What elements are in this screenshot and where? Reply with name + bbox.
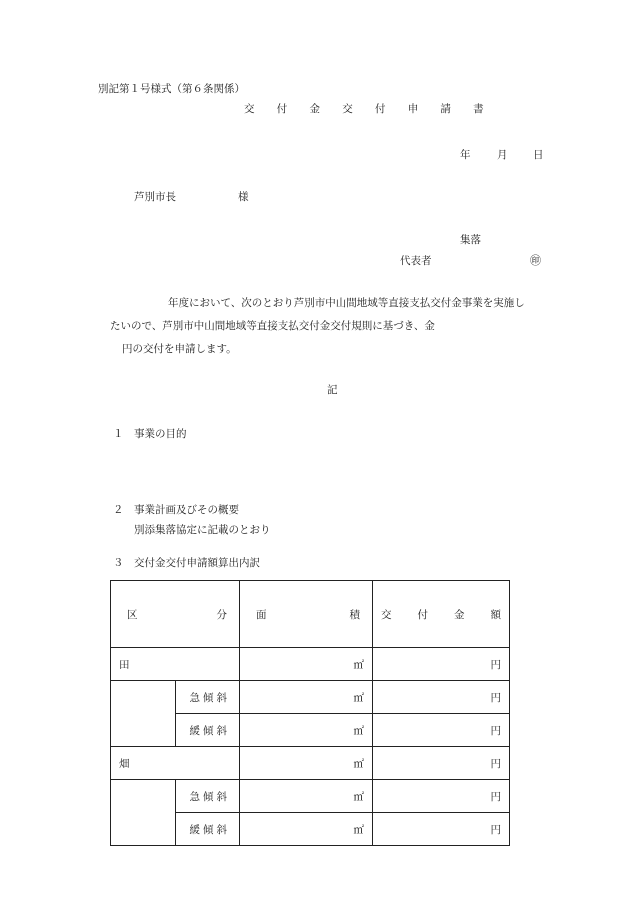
table-row-hata: [111, 747, 510, 780]
section-1-number: １: [113, 428, 124, 440]
row-label-gentle: 緩 傾 斜: [175, 714, 240, 747]
addressee-name: 芦別市長: [134, 191, 176, 203]
cell-area[interactable]: ㎡: [240, 747, 373, 780]
date-month: 月: [497, 149, 508, 161]
table-row-ta-steep: [111, 681, 510, 714]
applicant-group: 集落: [460, 234, 481, 246]
calculation-table: [110, 580, 510, 846]
header-area: 面 積: [240, 581, 373, 648]
cell-area[interactable]: ㎡: [240, 714, 373, 747]
section-2-title: 事業計画及びその概要: [134, 504, 239, 516]
addressee-honorific: 様: [238, 191, 249, 203]
section-2-note: 別添集落協定に記載のとおり: [134, 524, 271, 536]
table-row-ta: [111, 648, 510, 681]
row-label-steep: 急 傾 斜: [175, 681, 240, 714]
section-3-title: 交付金交付申請額算出内訳: [134, 557, 260, 569]
row-label-steep: 急 傾 斜: [175, 780, 240, 813]
section-2-number: ２: [113, 504, 124, 516]
cell-amount[interactable]: 円: [373, 747, 510, 780]
table-row-hata-steep: [111, 780, 510, 813]
seal-mark: ㊞: [530, 254, 541, 267]
section-1-title: 事業の目的: [134, 428, 187, 440]
date-year: 年: [460, 149, 471, 161]
header-kubun: 区 分: [111, 581, 240, 648]
cell-area[interactable]: ㎡: [240, 780, 373, 813]
body-line-3: 円の交付を申請します。: [122, 343, 237, 355]
representative-label: 代表者: [400, 255, 432, 267]
document-title: 交 付 金 交 付 申 請 書: [244, 103, 494, 115]
cell-amount[interactable]: 円: [373, 681, 510, 714]
row-label-ta: 田: [111, 648, 240, 681]
header-amount: 交 付 金 額: [373, 581, 510, 648]
cell-amount[interactable]: 円: [373, 648, 510, 681]
row-label-hata: 畑: [111, 747, 240, 780]
table-header-row: [111, 581, 510, 648]
section-3-number: ３: [113, 557, 124, 569]
row-label-gentle: 緩 傾 斜: [175, 813, 240, 846]
cell-area[interactable]: ㎡: [240, 648, 373, 681]
cell-amount[interactable]: 円: [373, 813, 510, 846]
cell-area[interactable]: ㎡: [240, 681, 373, 714]
ki-heading: 記: [327, 384, 338, 396]
cell-amount[interactable]: 円: [373, 714, 510, 747]
body-line-1: 年度において、次のとおり芦別市中山間地域等直接支払交付金事業を実施し: [168, 297, 525, 309]
form-label: 別記第１号様式（第６条関係）: [98, 83, 245, 95]
body-line-2: たいので、芦別市中山間地域等直接支払交付金交付規則に基づき、金: [110, 320, 435, 332]
table-row-hata-gentle: [111, 813, 510, 846]
cell-area[interactable]: ㎡: [240, 813, 373, 846]
table-row-ta-gentle: [111, 714, 510, 747]
cell-amount[interactable]: 円: [373, 780, 510, 813]
date-day: 日: [533, 149, 544, 161]
